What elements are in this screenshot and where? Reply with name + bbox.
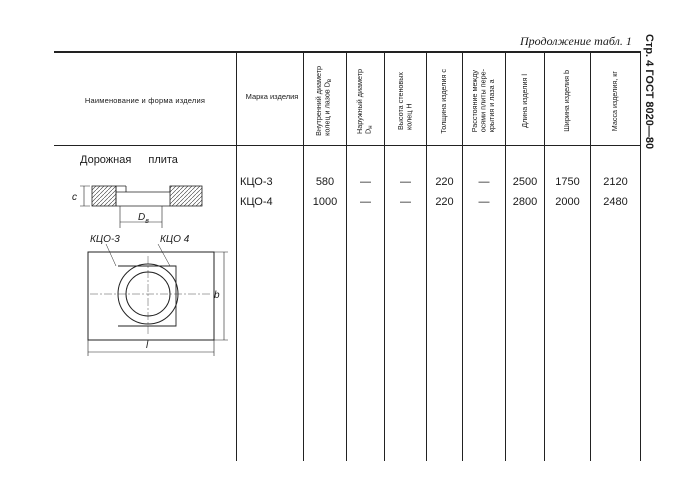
header-inner-diameter-text: Внутренний диаметр колец и лазов D [314, 66, 332, 136]
row-2-mass: 2480 [603, 196, 628, 208]
label-dv-text: D [138, 212, 146, 223]
label-kco4: КЦО 4 [160, 234, 190, 245]
plan-outline [88, 252, 214, 340]
section-opening [116, 186, 170, 206]
section-right-part [170, 186, 202, 206]
row-1-mark: КЦО-3 [240, 176, 273, 188]
product-title: Дорожная плита [80, 154, 178, 166]
label-l: l [146, 340, 149, 351]
header-width: Ширина изделия b [562, 70, 572, 132]
label-b: b [214, 290, 220, 301]
header-outer-diameter-text: Наружный диаметр D [354, 68, 373, 134]
row-1-width: 1750 [555, 176, 580, 188]
header-length: Длина изделия l [519, 74, 529, 128]
plan-view [88, 244, 228, 356]
mark-leaders [106, 244, 170, 266]
header-bottom-rule [54, 145, 640, 146]
header-inner-diameter-sub: в [327, 79, 334, 83]
header-mark: Марка изделия [245, 92, 299, 101]
header-name: Наименование и форма изделия [84, 96, 206, 105]
continuation-caption: Продолжение табл. 1 [520, 34, 632, 48]
row-1-thickness: 220 [435, 176, 454, 188]
col-sep-1 [236, 51, 237, 461]
label-dv [138, 212, 149, 225]
row-2-length: 2800 [512, 196, 538, 208]
row-2-outer-diameter: — [360, 196, 371, 208]
row-1-length: 2500 [512, 176, 538, 188]
row-1-mass: 2120 [603, 176, 628, 188]
label-c: c [72, 192, 77, 203]
header-outer-diameter-sub: н [367, 124, 374, 129]
header-axes-distance: Расстояние между осями плиты пере- крытия и лаза a [470, 69, 497, 133]
row-2-width: 2000 [555, 196, 580, 208]
row-1-inner-diameter: 580 [315, 176, 335, 188]
row-2-axes-distance: — [478, 196, 490, 208]
side-running-header [638, 34, 660, 184]
header-outer-diameter [347, 60, 384, 142]
label-kco3: КЦО-3 [90, 234, 120, 245]
section-step [126, 186, 170, 192]
dim-c-line [80, 186, 90, 206]
header-thickness: Толщина изделия c [439, 68, 449, 134]
header-mass: Масса изделия, кг [610, 70, 620, 132]
row-1-axes-distance: — [478, 176, 490, 188]
row-1-wall-height: — [400, 176, 411, 188]
label-dv-sub: в [145, 218, 149, 225]
header-wall-height: Высота стеновых колец H [396, 71, 414, 131]
row-2-inner-diameter: 1000 [312, 196, 338, 208]
dim-l-line [88, 340, 214, 356]
row-1-outer-diameter: — [360, 176, 371, 188]
row-2-thickness: 220 [435, 196, 454, 208]
side-header-text: Стр. 4 ГОСТ 8020—80 [643, 34, 655, 150]
section-left-part [92, 186, 116, 206]
table-top-rule [54, 51, 640, 53]
right-rule [640, 51, 641, 461]
row-2-mark: КЦО-4 [240, 196, 273, 208]
row-2-wall-height: — [400, 196, 411, 208]
header-inner-diameter [304, 60, 346, 142]
